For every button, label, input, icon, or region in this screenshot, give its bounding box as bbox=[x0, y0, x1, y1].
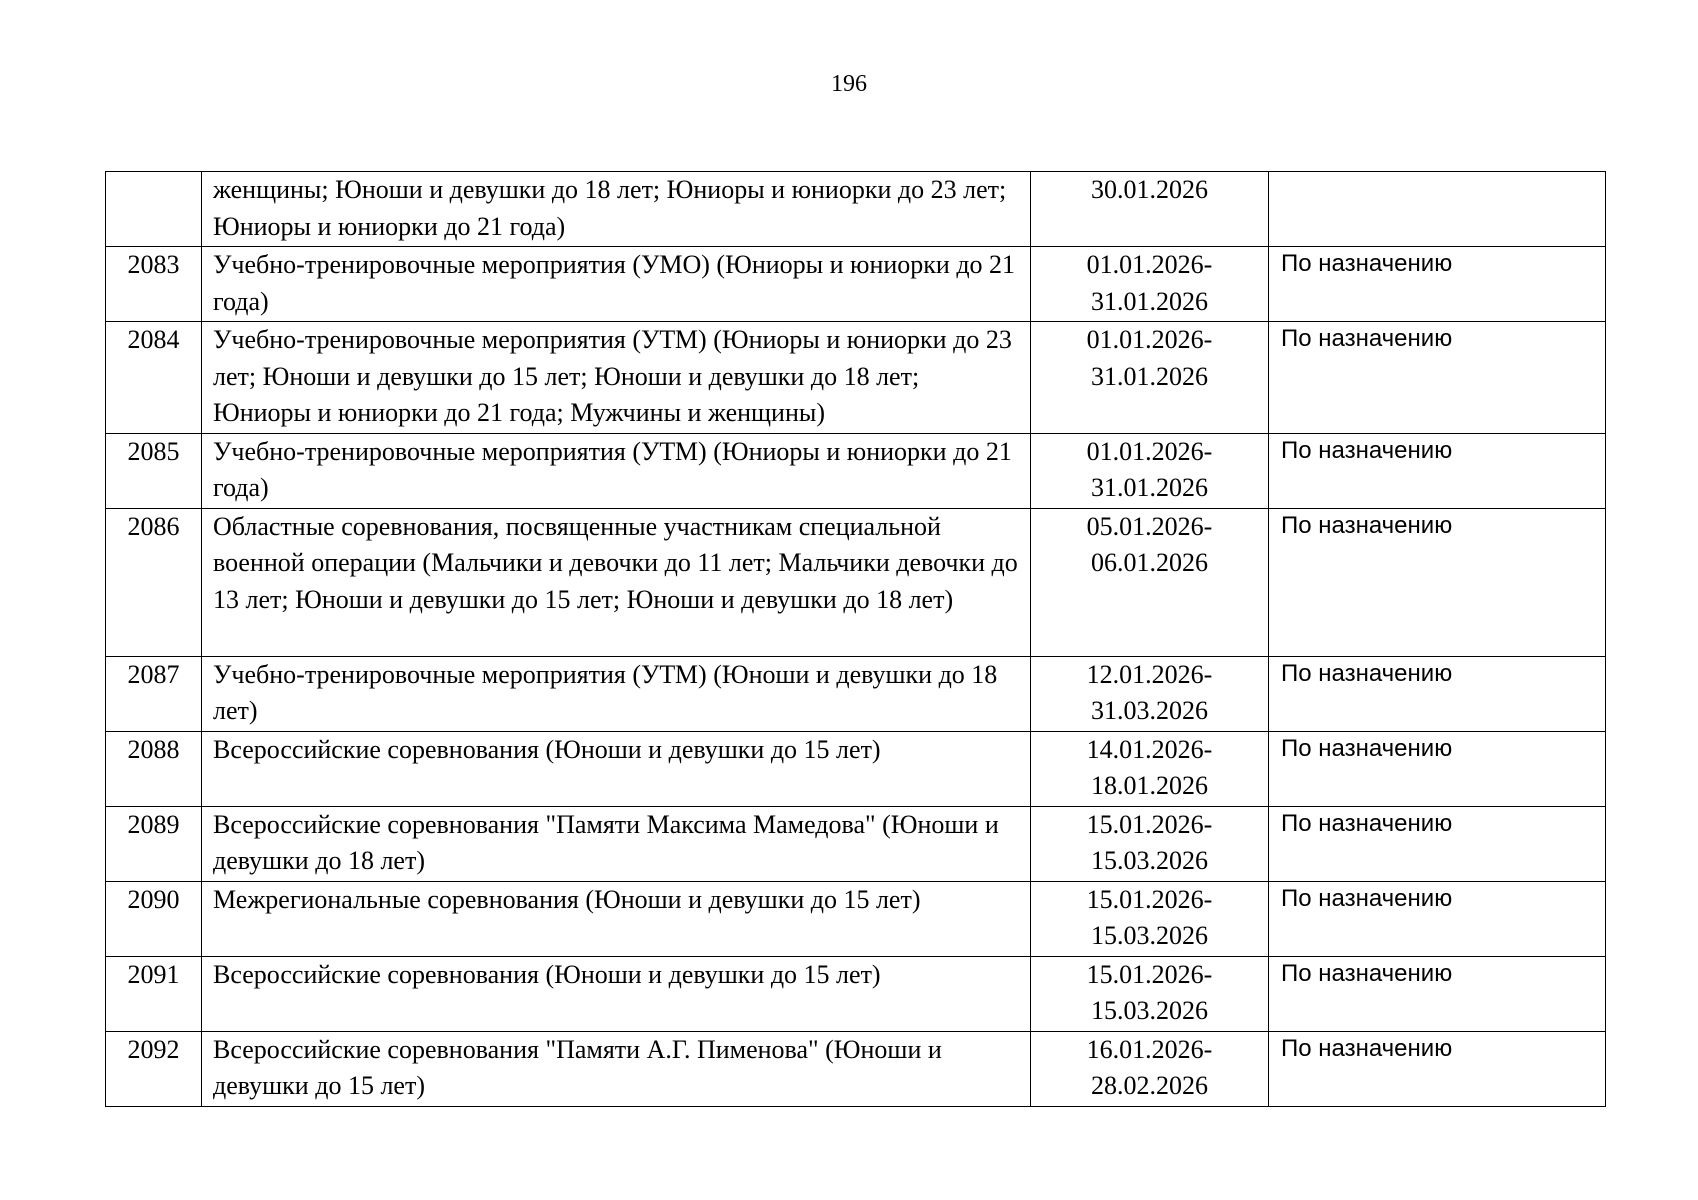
date-end: 28.02.2026 bbox=[1091, 1071, 1208, 1100]
date-end: 31.01.2026 bbox=[1091, 361, 1208, 391]
event-name: Учебно-тренировочные мероприятия (УТМ) (Юноши и девушки до 18 лет) bbox=[202, 656, 1031, 731]
event-name: Всероссийские соревнования (Юноши и девушки до 15 лет) bbox=[202, 956, 1031, 1031]
event-number: 2091 bbox=[106, 956, 202, 1031]
event-number: 2088 bbox=[106, 731, 202, 806]
event-name: Учебно-тренировочные мероприятия (УТМ) (Юниоры и юниорки до 23 лет; Юноши и девушки до 15 лет; Юноши и девушки до 18 лет; Юниоры и юниорки до 21 года; Мужчины и женщины) bbox=[202, 322, 1031, 434]
event-place bbox=[1269, 508, 1606, 656]
event-number: 2084 bbox=[106, 322, 202, 434]
event-name: Межрегиональные соревнования (Юноши и девушки до 15 лет) bbox=[202, 881, 1031, 956]
place-text: По назначению bbox=[1281, 734, 1453, 762]
date-start: 01.01.2026- bbox=[1086, 325, 1213, 354]
table-row bbox=[106, 433, 1606, 508]
event-name: Учебно-тренировочные мероприятия (УТМ) (Юниоры и юниорки до 21 года) bbox=[202, 433, 1031, 508]
table-row bbox=[106, 322, 1606, 434]
table-row bbox=[106, 508, 1606, 656]
date-start: 15.01.2026- bbox=[1086, 884, 1213, 914]
event-place bbox=[1269, 656, 1606, 731]
place-text: По назначению bbox=[1281, 959, 1453, 987]
date-end: 31.01.2026 bbox=[1091, 473, 1208, 502]
date-end: 18.01.2026 bbox=[1091, 771, 1208, 800]
table-row bbox=[106, 172, 1606, 247]
table-row bbox=[106, 956, 1606, 1031]
date-end: 15.03.2026 bbox=[1091, 921, 1208, 950]
page-number: 196 bbox=[831, 71, 867, 97]
event-dates bbox=[1031, 881, 1269, 956]
event-place bbox=[1269, 881, 1606, 956]
event-name: Всероссийские соревнования "Памяти А.Г. Пименова" (Юноши и девушки до 15 лет) bbox=[202, 1031, 1031, 1106]
place-text: По назначению bbox=[1281, 325, 1453, 352]
table-row bbox=[106, 806, 1606, 881]
event-number: 2089 bbox=[106, 806, 202, 881]
table-row bbox=[106, 656, 1606, 731]
event-dates bbox=[1031, 247, 1269, 322]
event-place bbox=[1269, 731, 1606, 806]
place-text: По назначению bbox=[1281, 436, 1453, 464]
place-text: По назначению bbox=[1281, 1034, 1453, 1062]
event-place bbox=[1269, 433, 1606, 508]
place-text: По назначению bbox=[1281, 809, 1453, 837]
date-start: 15.01.2026- bbox=[1086, 809, 1213, 839]
events-table bbox=[105, 171, 1606, 1107]
date-start: 01.01.2026- bbox=[1086, 250, 1213, 279]
event-place bbox=[1269, 322, 1606, 434]
event-place bbox=[1269, 172, 1606, 247]
date-start: 12.01.2026- bbox=[1086, 659, 1213, 689]
event-name: Всероссийские соревнования (Юноши и девушки до 15 лет) bbox=[202, 731, 1031, 806]
event-dates bbox=[1031, 1031, 1269, 1106]
event-number: 2092 bbox=[106, 1031, 202, 1106]
date-start: 05.01.2026- bbox=[1086, 511, 1213, 541]
place-text: По назначению bbox=[1281, 659, 1453, 687]
date-start: 30.01.2026 bbox=[1091, 175, 1208, 204]
date-start: 14.01.2026- bbox=[1086, 734, 1213, 764]
event-dates bbox=[1031, 508, 1269, 656]
table-row bbox=[106, 731, 1606, 806]
date-start: 15.01.2026- bbox=[1086, 959, 1213, 989]
event-dates bbox=[1031, 656, 1269, 731]
event-place bbox=[1269, 1031, 1606, 1106]
event-number: 2085 bbox=[106, 433, 202, 508]
event-place bbox=[1269, 956, 1606, 1031]
event-number bbox=[106, 172, 202, 247]
event-dates bbox=[1031, 172, 1269, 247]
date-end: 15.03.2026 bbox=[1091, 996, 1208, 1025]
place-text: По назначению bbox=[1281, 884, 1453, 912]
table-row bbox=[106, 881, 1606, 956]
date-end: 15.03.2026 bbox=[1091, 846, 1208, 875]
place-text: По назначению bbox=[1281, 511, 1453, 539]
place-text: По назначению bbox=[1281, 250, 1453, 277]
event-dates bbox=[1031, 322, 1269, 434]
event-place bbox=[1269, 806, 1606, 881]
event-name: Всероссийские соревнования "Памяти Максима Мамедова" (Юноши и девушки до 18 лет) bbox=[202, 806, 1031, 881]
event-dates bbox=[1031, 731, 1269, 806]
event-number: 2083 bbox=[106, 247, 202, 322]
event-dates bbox=[1031, 956, 1269, 1031]
table-row bbox=[106, 1031, 1606, 1106]
event-dates bbox=[1031, 806, 1269, 881]
event-number: 2086 bbox=[106, 508, 202, 656]
date-end: 06.01.2026 bbox=[1091, 548, 1208, 577]
event-place bbox=[1269, 247, 1606, 322]
event-dates bbox=[1031, 433, 1269, 508]
date-end: 31.01.2026 bbox=[1091, 286, 1208, 316]
table-row bbox=[106, 247, 1606, 322]
event-number: 2090 bbox=[106, 881, 202, 956]
event-name: Областные соревнования, посвященные участникам специальной военной операции (Мальчики и девочки до 11 лет; Мальчики девочки до 13 лет; Юноши и девушки до 15 лет; Юноши и девушки до 18 лет) bbox=[202, 508, 1031, 656]
date-start: 16.01.2026- bbox=[1086, 1034, 1213, 1064]
date-end: 31.03.2026 bbox=[1091, 696, 1208, 725]
event-number: 2087 bbox=[106, 656, 202, 731]
event-name: Учебно-тренировочные мероприятия (УМО) (Юниоры и юниорки до 21 года) bbox=[202, 247, 1031, 322]
event-name: женщины; Юноши и девушки до 18 лет; Юниоры и юниорки до 23 лет; Юниоры и юниорки до 21 года) bbox=[202, 172, 1031, 247]
date-start: 01.01.2026- bbox=[1086, 436, 1213, 466]
